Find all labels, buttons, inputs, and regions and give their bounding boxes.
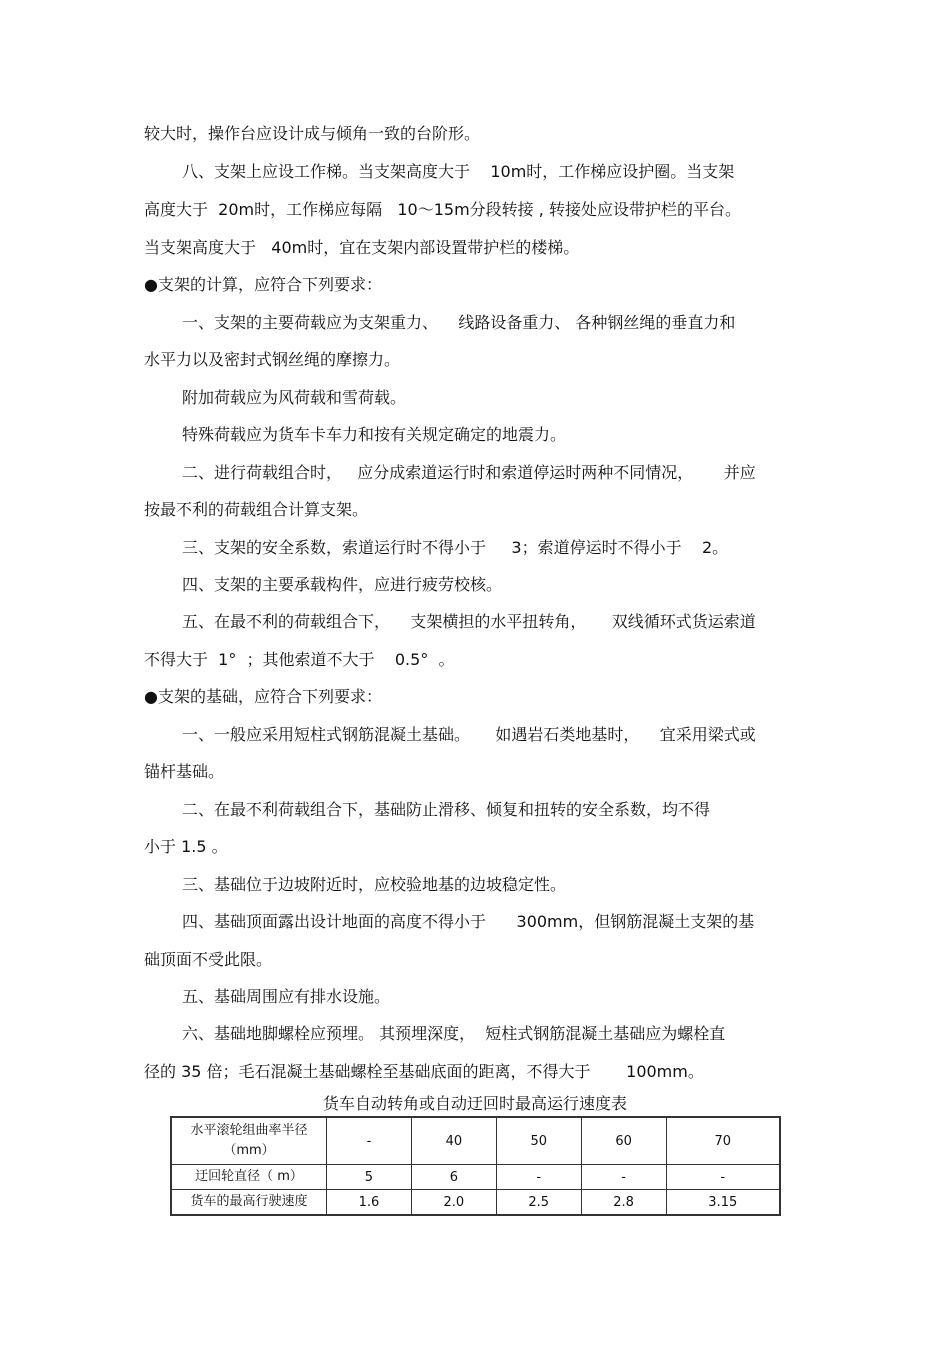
table-cell: - [327,1117,412,1165]
table-cell: 2.8 [581,1190,666,1216]
paragraph-line: 五、基础周围应有排水设施。 [182,987,391,1006]
table-cell: - [666,1165,780,1190]
section-heading: ●支架的计算，应符合下列要求： [144,275,382,294]
paragraph-line: 六、基础地脚螺栓应预埋。 其预埋深度， 短柱式钢筋混凝土基础应为螺栓直 [182,1024,726,1043]
row-header: 迂回轮直径（ m） [171,1165,327,1190]
table-cell: 5 [327,1165,412,1190]
table-caption: 货车自动转角或自动迂回时最高运行速度表 [322,1094,627,1113]
paragraph-line: 一、一般应采用短柱式钢筋混凝土基础。 如遇岩石类地基时， 宜采用梁式或 [182,725,756,744]
paragraph-line: 础顶面不受此限。 [144,950,273,969]
table-cell: 70 [666,1117,780,1165]
paragraph-line: 当支架高度大于 40m时，宜在支架内部设置带护栏的楼梯。 [144,238,580,257]
paragraph-line: 三、基础位于边坡附近时，应校验地基的边坡稳定性。 [182,875,567,894]
table-cell: - [581,1165,666,1190]
paragraph-line: 四、支架的主要承载构件，应进行疲劳校核。 [182,575,503,594]
table-cell: 2.5 [496,1190,581,1216]
table-row [171,1165,780,1190]
paragraph-line: 附加荷载应为风荷载和雪荷载。 [182,388,407,407]
paragraph-line: 一、支架的主要荷载应为支架重力、 线路设备重力、 各种钢丝绳的垂直力和 [182,313,736,332]
paragraph-line: 特殊荷载应为货车卡车力和按有关规定确定的地震力。 [182,425,567,444]
speed-table [170,1116,781,1216]
paragraph-line: 四、基础顶面露出设计地面的高度不得小于 300mm，但钢筋混凝土支架的基 [182,912,755,931]
row-header: 水平滚轮组曲率半径（mm） [171,1117,327,1165]
table-cell: 40 [411,1117,496,1165]
table-row [171,1117,780,1165]
table-row [171,1190,780,1216]
paragraph-line: 二、在最不利荷载组合下，基础防止滑移、倾复和扭转的安全系数，均不得 [182,800,711,819]
table-cell: 3.15 [666,1190,780,1216]
paragraph-line: 锚杆基础。 [144,762,225,781]
section-heading: ●支架的基础，应符合下列要求： [144,687,382,706]
paragraph-line: 水平力以及密封式钢丝绳的摩擦力。 [144,350,401,369]
table-cell: 6 [411,1165,496,1190]
table-cell: 50 [496,1117,581,1165]
paragraph-line: 八、支架上应设工作梯。当支架高度大于 10m时，工作梯应设护圈。当支架 [182,162,735,181]
table-cell: - [496,1165,581,1190]
paragraph-line: 高度大于 20m时，工作梯应每隔 10～15m分段转接 , 转接处应设带护栏的平台。 [144,200,741,219]
paragraph-line: 五、在最不利的荷载组合下， 支架横担的水平扭转角， 双线循环式货运索道 [182,612,756,631]
paragraph-line: 小于 1.5 。 [144,837,228,856]
table-cell: 2.0 [411,1190,496,1216]
paragraph-line: 三、支架的安全系数，索道运行时不得小于 3；索道停运时不得小于 2。 [182,538,729,557]
paragraph-line: 径的 35 倍；毛石混凝土基础螺栓至基础底面的距离，不得大于 100mm。 [144,1062,704,1081]
paragraph-line: 二、进行荷载组合时， 应分成索道运行时和索道停运时两种不同情况， 并应 [182,463,756,482]
row-header: 货车的最高行驶速度 [171,1190,327,1216]
paragraph-line: 较大时，操作台应设计成与倾角一致的台阶形。 [144,124,481,143]
table-cell: 1.6 [327,1190,412,1216]
paragraph-line: 按最不利的荷载组合计算支架。 [144,500,369,519]
paragraph-line: 不得大于 1° ；其他索道不大于 0.5° 。 [144,650,455,669]
table-cell: 60 [581,1117,666,1165]
